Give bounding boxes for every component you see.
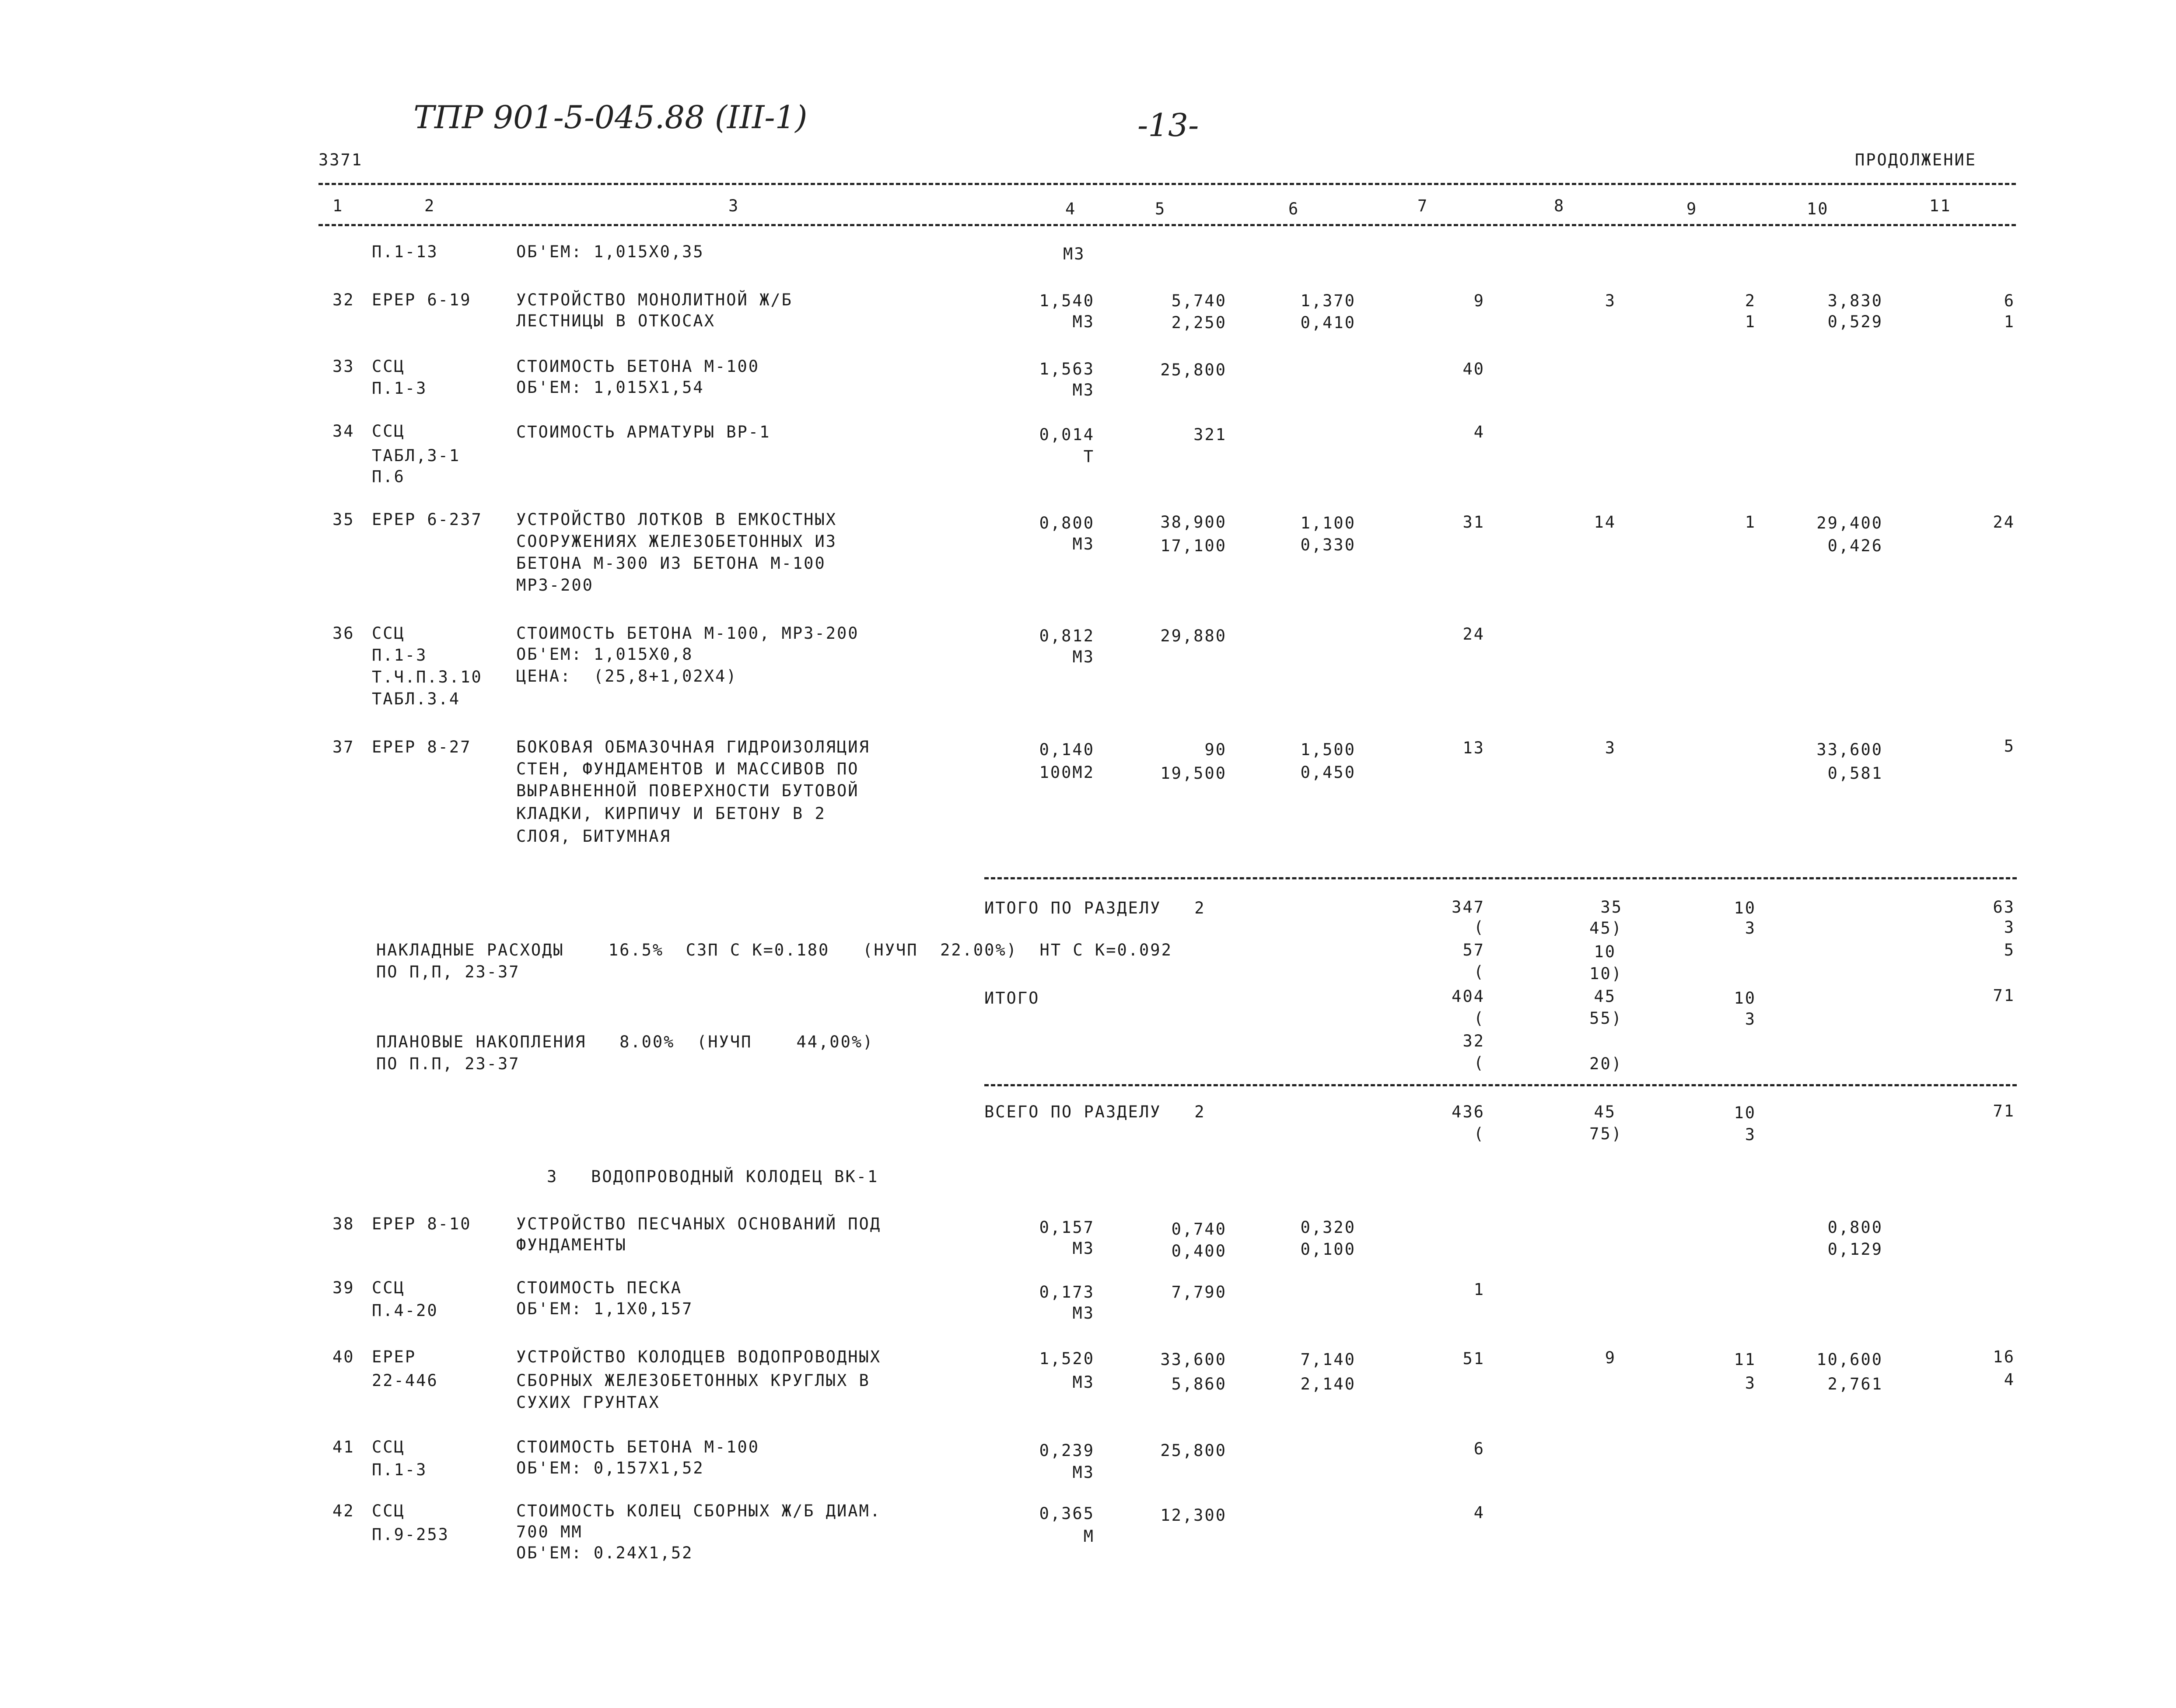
cell-col10: 0,581 [1827, 764, 1883, 783]
row-description: СТОИМОСТЬ КОЛЕЦ СБОРНЫХ Ж/Б ДИАМ. [516, 1502, 882, 1520]
cell-col9: 1 [1745, 513, 1756, 532]
row-code: ССЦ [372, 1278, 405, 1297]
cell-col9: 11 [1734, 1350, 1756, 1369]
row-code: П.6 [372, 467, 405, 486]
row-code: ССЦ [372, 1502, 405, 1520]
cell-col11: 3 [2004, 918, 2015, 937]
column-header: 11 [1929, 196, 1952, 215]
row-number: 38 [332, 1214, 355, 1233]
cell-col7: ( [1473, 962, 1485, 981]
row-code: 22-446 [372, 1371, 438, 1390]
cell-col8: 14 [1594, 513, 1616, 532]
row-description: БОКОВАЯ ОБМАЗОЧНАЯ ГИДРОИЗОЛЯЦИЯ [516, 738, 870, 756]
row-quantity: 1,520 [1039, 1349, 1095, 1368]
divider [984, 1084, 2017, 1086]
row-description: СУХИХ ГРУНТАХ [516, 1393, 660, 1412]
cell-col7: ( [1473, 1124, 1485, 1143]
row-code: ЕРЕР [372, 1348, 416, 1366]
row-unit: М3 [1072, 312, 1095, 331]
row-unit: М3 [1072, 1304, 1095, 1323]
cell-col7: 404 [1452, 987, 1485, 1006]
cell-col11: 24 [1993, 513, 2015, 532]
cell-col6: 1,370 [1300, 291, 1356, 310]
cell-col7: 51 [1462, 1349, 1485, 1368]
row-code: ТАБЛ.3.4 [372, 690, 461, 708]
column-header: 1 [332, 196, 344, 215]
cell-col11: 5 [2004, 737, 2015, 756]
cell-col7: 13 [1462, 738, 1485, 757]
row-description: СТОИМОСТЬ БЕТОНА М-100 [516, 357, 760, 376]
cell-col5: 33,600 [1160, 1350, 1227, 1369]
itogo-label: ИТОГО [984, 989, 1040, 1008]
cell-col11: 16 [1993, 1348, 2015, 1366]
page-number-handwritten: -13- [1137, 107, 1199, 144]
overhead-range: ПО П,П, 23-37 [376, 962, 520, 981]
cell-col10: 3,830 [1827, 291, 1883, 310]
cell-col6: 7,140 [1300, 1350, 1356, 1369]
row-code: ССЦ [372, 422, 405, 441]
row-code: ССЦ [372, 624, 405, 643]
row-number: 42 [332, 1502, 355, 1520]
planned-savings-text: ПЛАНОВЫЕ НАКОПЛЕНИЯ 8.00% (НУЧП 44,00%) [376, 1032, 874, 1051]
cell-col11: 63 [1993, 898, 2015, 917]
row-number: 32 [332, 290, 355, 309]
cell-col10: 2,761 [1827, 1375, 1883, 1393]
cell-col9: 3 [1745, 1010, 1756, 1029]
row-quantity: 0,014 [1039, 425, 1095, 444]
doc-code-handwritten: ТПР 901-5-045.88 (III-1) [413, 99, 808, 136]
cell-col5: 5,740 [1171, 291, 1227, 310]
continuation-label: ПРОДОЛЖЕНИЕ [1855, 150, 1977, 169]
row-unit: М3 [1072, 1463, 1095, 1482]
row-code: ЕРЕР 6-19 [372, 290, 472, 309]
row-description: КЛАДКИ, КИРПИЧУ И БЕТОНУ В 2 [516, 804, 826, 823]
row-description: СТОИМОСТЬ БЕТОНА М-100 [516, 1438, 760, 1456]
row-quantity: 0,173 [1039, 1283, 1095, 1302]
cell-col9: 3 [1745, 1125, 1756, 1144]
cell-col10: 10,600 [1816, 1350, 1883, 1369]
row-description: СТОИМОСТЬ ПЕСКА [516, 1278, 682, 1297]
cell-col11: 6 [2004, 291, 2015, 310]
row-quantity: 0,239 [1039, 1441, 1095, 1460]
cell-col9: 2 [1745, 291, 1756, 310]
row-description: СООРУЖЕНИЯХ ЖЕЛЕЗОБЕТОННЫХ ИЗ [516, 532, 837, 551]
row-quantity: 0,800 [1039, 514, 1095, 532]
column-header: 7 [1417, 196, 1429, 215]
row-unit: М3 [1072, 1373, 1095, 1392]
row-description: УСТРОЙСТВО ПЕСЧАНЫХ ОСНОВАНИЙ ПОД [516, 1214, 882, 1233]
row-code: ССЦ [372, 357, 405, 376]
divider [318, 183, 2016, 185]
row-description: ОБ'ЕМ: 0.24Х1,52 [516, 1544, 693, 1562]
row-code: ЕРЕР 8-10 [372, 1214, 472, 1233]
cell-col10: 0,800 [1827, 1218, 1883, 1237]
row-code: ЕРЕР 6-237 [372, 510, 483, 529]
cell-col6: 1,100 [1300, 514, 1356, 532]
cell-col5: 5,860 [1171, 1375, 1227, 1393]
cell-col7: 4 [1473, 423, 1485, 441]
planned-savings-range: ПО П.П, 23-37 [376, 1054, 520, 1073]
cell-col5: 12,300 [1160, 1506, 1227, 1525]
cell-col7: ( [1473, 1054, 1485, 1072]
row-description: УСТРОЙСТВО КОЛОДЦЕВ ВОДОПРОВОДНЫХ [516, 1348, 882, 1366]
row-description: УСТРОЙСТВО ЛОТКОВ В ЕМКОСТНЫХ [516, 510, 837, 529]
row-description: 700 ММ [516, 1522, 583, 1541]
row-number: 37 [332, 738, 355, 756]
column-header: 8 [1554, 196, 1565, 215]
row-number: 36 [332, 624, 355, 643]
cell-col5: 90 [1204, 740, 1227, 759]
cell-col9: 3 [1745, 919, 1756, 938]
row-quantity: 1,563 [1039, 360, 1095, 378]
row-unit: М3 [1072, 648, 1095, 666]
cell-col6: 0,450 [1300, 763, 1356, 782]
row-code: ЕРЕР 8-27 [372, 738, 472, 756]
row-code: П.9-253 [372, 1525, 449, 1544]
cell-col5: 25,800 [1160, 1441, 1227, 1460]
cell-col8: 3 [1605, 738, 1616, 757]
cell-col5: 17,100 [1160, 536, 1227, 555]
cell-col11: 71 [1993, 1102, 2015, 1120]
cell-col7: 32 [1462, 1032, 1485, 1050]
cell-col7: 4 [1473, 1503, 1485, 1522]
row-code: П.1-3 [372, 646, 427, 665]
cell-col9: 3 [1745, 1374, 1756, 1393]
column-header: 3 [728, 196, 740, 215]
row-number: 41 [332, 1438, 355, 1456]
cell-col8: 75) [1589, 1124, 1623, 1143]
cell-col11: 1 [2004, 312, 2015, 331]
form-code: 3371 [318, 150, 363, 169]
row-description: СТОИМОСТЬ БЕТОНА М-100, МРЗ-200 [516, 624, 859, 643]
row-code: Т.Ч.П.3.10 [372, 668, 483, 686]
row-code: П.1-13 [372, 242, 438, 261]
divider [984, 877, 2017, 879]
cell-col7: 57 [1462, 941, 1485, 959]
vsego-label: ВСЕГО ПО РАЗДЕЛУ 2 [984, 1102, 1206, 1121]
cell-col7: 436 [1452, 1102, 1485, 1121]
overhead-text: НАКЛАДНЫЕ РАСХОДЫ 16.5% СЗП С К=0.180 (НУЧП 22.00%) НТ С К=0.092 [376, 941, 1172, 959]
row-number: 40 [332, 1348, 355, 1366]
cell-col8: 10 [1594, 942, 1616, 961]
row-number: 35 [332, 510, 355, 529]
row-description: ЛЕСТНИЦЫ В ОТКОСАХ [516, 312, 715, 330]
section-title: 3 ВОДОПРОВОДНЫЙ КОЛОДЕЦ ВК-1 [547, 1167, 879, 1186]
row-description: ОБ'ЕМ: 0,157Х1,52 [516, 1459, 704, 1477]
cell-col7: 24 [1462, 625, 1485, 644]
column-header: 10 [1807, 200, 1829, 218]
column-header: 2 [424, 196, 436, 215]
row-description: СТОИМОСТЬ АРМАТУРЫ ВР-1 [516, 423, 771, 441]
row-description: ФУНДАМЕНТЫ [516, 1236, 627, 1254]
cell-col5: 29,880 [1160, 626, 1227, 645]
cell-col7: 347 [1452, 898, 1485, 917]
row-unit: М3 [1063, 245, 1085, 263]
cell-col7: ( [1473, 1009, 1485, 1028]
cell-col8: 45 [1594, 987, 1616, 1006]
row-description: СЛОЯ, БИТУМНАЯ [516, 827, 671, 846]
row-description: ОБ'ЕМ: 1,1Х0,157 [516, 1299, 693, 1318]
cell-col7: 6 [1473, 1439, 1485, 1458]
row-code: П.1-3 [372, 379, 427, 398]
cell-col6: 0,320 [1300, 1218, 1356, 1237]
cell-col10: 29,400 [1816, 514, 1883, 532]
cell-col5: 7,790 [1171, 1283, 1227, 1302]
cell-col7: ( [1473, 918, 1485, 937]
row-number: 39 [332, 1278, 355, 1297]
row-code: ТАБЛ,3-1 [372, 446, 461, 465]
row-description: УСТРОЙСТВО МОНОЛИТНОЙ Ж/Б [516, 290, 793, 309]
row-unit: М3 [1072, 535, 1095, 553]
cell-col8: 55) [1589, 1009, 1623, 1028]
row-quantity: 0,157 [1039, 1218, 1095, 1237]
cell-col9: 10 [1734, 1103, 1756, 1122]
row-description: ОБ'ЕМ: 1,015Х0,35 [516, 242, 704, 261]
cell-col5: 19,500 [1160, 764, 1227, 783]
row-description: МРЗ-200 [516, 576, 594, 595]
row-number: 33 [332, 357, 355, 376]
cell-col9: 10 [1734, 899, 1756, 917]
column-header: 9 [1686, 200, 1698, 218]
cell-col10: 33,600 [1816, 740, 1883, 759]
cell-col5: 0,740 [1171, 1220, 1227, 1239]
row-description: ОБ'ЕМ: 1,015Х1,54 [516, 378, 704, 397]
cell-col6: 1,500 [1300, 740, 1356, 759]
cell-col6: 0,330 [1300, 536, 1356, 554]
cell-col8: 45) [1589, 919, 1623, 938]
cell-col10: 0,426 [1827, 536, 1883, 555]
row-description: БЕТОНА М-300 ИЗ БЕТОНА М-100 [516, 554, 826, 573]
row-code: П.1-3 [372, 1460, 427, 1479]
cell-col8: 3 [1605, 291, 1616, 310]
cell-col7: 31 [1462, 513, 1485, 532]
row-quantity: 0,140 [1039, 740, 1095, 759]
cell-col5: 0,400 [1171, 1242, 1227, 1260]
row-description: ЦЕНА: (25,8+1,02Х4) [516, 667, 738, 686]
cell-col8: 45 [1594, 1102, 1616, 1121]
cell-col7: 9 [1473, 291, 1485, 310]
row-unit: 100М2 [1039, 763, 1095, 782]
cell-col5: 2,250 [1171, 313, 1227, 332]
row-unit: М3 [1072, 1239, 1095, 1258]
cell-col6: 0,100 [1300, 1240, 1356, 1259]
cell-col8: 9 [1605, 1348, 1616, 1367]
row-number: 34 [332, 422, 355, 441]
cell-col5: 38,900 [1160, 513, 1227, 532]
cell-col7: 1 [1473, 1280, 1485, 1299]
column-header: 6 [1288, 200, 1300, 218]
cell-col8: 20) [1589, 1054, 1623, 1073]
cell-col8: 35 [1600, 898, 1623, 917]
itogo-razdel-label: ИТОГО ПО РАЗДЕЛУ 2 [984, 899, 1206, 917]
cell-col5: 321 [1193, 425, 1227, 444]
cell-col5: 25,800 [1160, 360, 1227, 379]
column-header: 5 [1155, 200, 1166, 218]
row-description: СБОРНЫХ ЖЕЛЕЗОБЕТОННЫХ КРУГЛЫХ В [516, 1371, 870, 1390]
row-unit: М3 [1072, 381, 1095, 399]
cell-col10: 0,129 [1827, 1240, 1883, 1259]
cell-col11: 4 [2004, 1370, 2015, 1389]
cell-col8: 10) [1589, 964, 1623, 983]
cell-col6: 2,140 [1300, 1375, 1356, 1393]
cell-col10: 0,529 [1827, 312, 1883, 331]
row-quantity: 0,365 [1039, 1504, 1095, 1523]
row-unit: Т [1083, 447, 1095, 466]
row-code: П.4-20 [372, 1301, 438, 1320]
cell-col7: 40 [1462, 360, 1485, 378]
cell-col9: 10 [1734, 989, 1756, 1008]
row-quantity: 0,812 [1039, 626, 1095, 645]
row-quantity: 1,540 [1039, 291, 1095, 310]
column-header: 4 [1065, 200, 1077, 218]
cell-col9: 1 [1745, 312, 1756, 331]
row-description: СТЕН, ФУНДАМЕНТОВ И МАССИВОВ ПО [516, 760, 859, 778]
cell-col11: 71 [1993, 986, 2015, 1005]
cell-col11: 5 [2004, 941, 2015, 959]
row-description: ОБ'ЕМ: 1,015Х0,8 [516, 645, 693, 664]
row-unit: М [1083, 1527, 1095, 1546]
row-description: ВЫРАВНЕННОЙ ПОВЕРХНОСТИ БУТОВОЙ [516, 781, 859, 800]
divider [318, 224, 2016, 226]
row-code: ССЦ [372, 1438, 405, 1456]
cell-col6: 0,410 [1300, 313, 1356, 332]
